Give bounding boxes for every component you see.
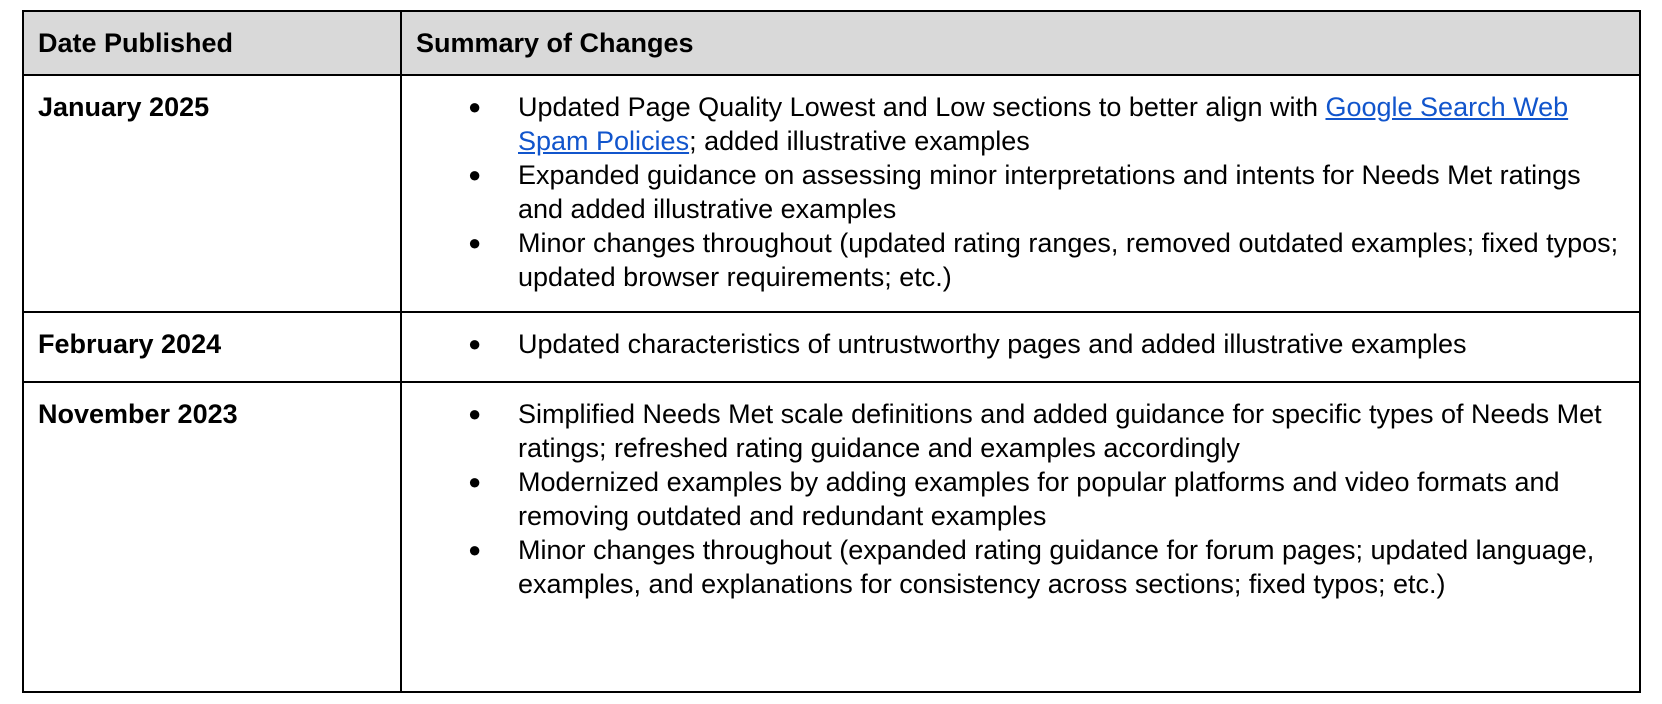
list-item	[402, 465, 1639, 533]
changes-table	[22, 10, 1641, 693]
summary-cell	[401, 382, 1640, 692]
item-text: Expanded guidance on assessing minor interpretations and intents for Needs Met ratings and added illustrative examples	[518, 160, 1581, 224]
item-text: Updated Page Quality Lowest and Low sections to better align with	[518, 92, 1326, 122]
bullet-icon: ●	[468, 230, 482, 255]
list-item	[402, 226, 1639, 294]
item-text: Minor changes throughout (updated rating ranges, removed outdated examples; fixed typos; updated browser requirements; etc.)	[518, 228, 1619, 292]
change-list	[402, 90, 1639, 294]
change-list	[402, 327, 1639, 361]
item-text-suffix: ; added illustrative examples	[689, 126, 1030, 156]
header-summary: Summary of Changes	[401, 11, 1640, 75]
bullet-icon: ●	[468, 401, 482, 426]
list-item	[402, 533, 1639, 601]
list-item	[402, 327, 1639, 361]
change-list	[402, 397, 1639, 601]
list-item	[402, 397, 1639, 465]
table-row	[23, 312, 1640, 382]
table-row	[23, 75, 1640, 312]
bullet-icon: ●	[468, 94, 482, 119]
list-item	[402, 90, 1639, 158]
header-row	[23, 11, 1640, 75]
bullet-icon: ●	[468, 162, 482, 187]
header-date: Date Published	[23, 11, 401, 75]
bullet-icon: ●	[468, 331, 482, 356]
spam-policies-link[interactable]: Google Search Web Spam Policies	[518, 92, 1569, 156]
item-text: Modernized examples by adding examples for popular platforms and video formats and removing outdated and redundant examples	[518, 467, 1560, 531]
date-cell: November 2023	[23, 382, 401, 692]
item-text: Updated characteristics of untrustworthy pages and added illustrative examples	[518, 329, 1467, 359]
summary-cell	[401, 312, 1640, 382]
table-row	[23, 382, 1640, 692]
summary-cell	[401, 75, 1640, 312]
bullet-icon: ●	[468, 537, 482, 562]
item-text: Minor changes throughout (expanded rating guidance for forum pages; updated language, examples, and explanations for consistency across sections; fixed typos; etc.)	[518, 535, 1595, 599]
date-cell: January 2025	[23, 75, 401, 312]
item-text: Simplified Needs Met scale definitions and added guidance for specific types of Needs Met ratings; refreshed rating guidance and examples accordingly	[518, 399, 1602, 463]
list-item	[402, 158, 1639, 226]
bullet-icon: ●	[468, 469, 482, 494]
date-cell: February 2024	[23, 312, 401, 382]
